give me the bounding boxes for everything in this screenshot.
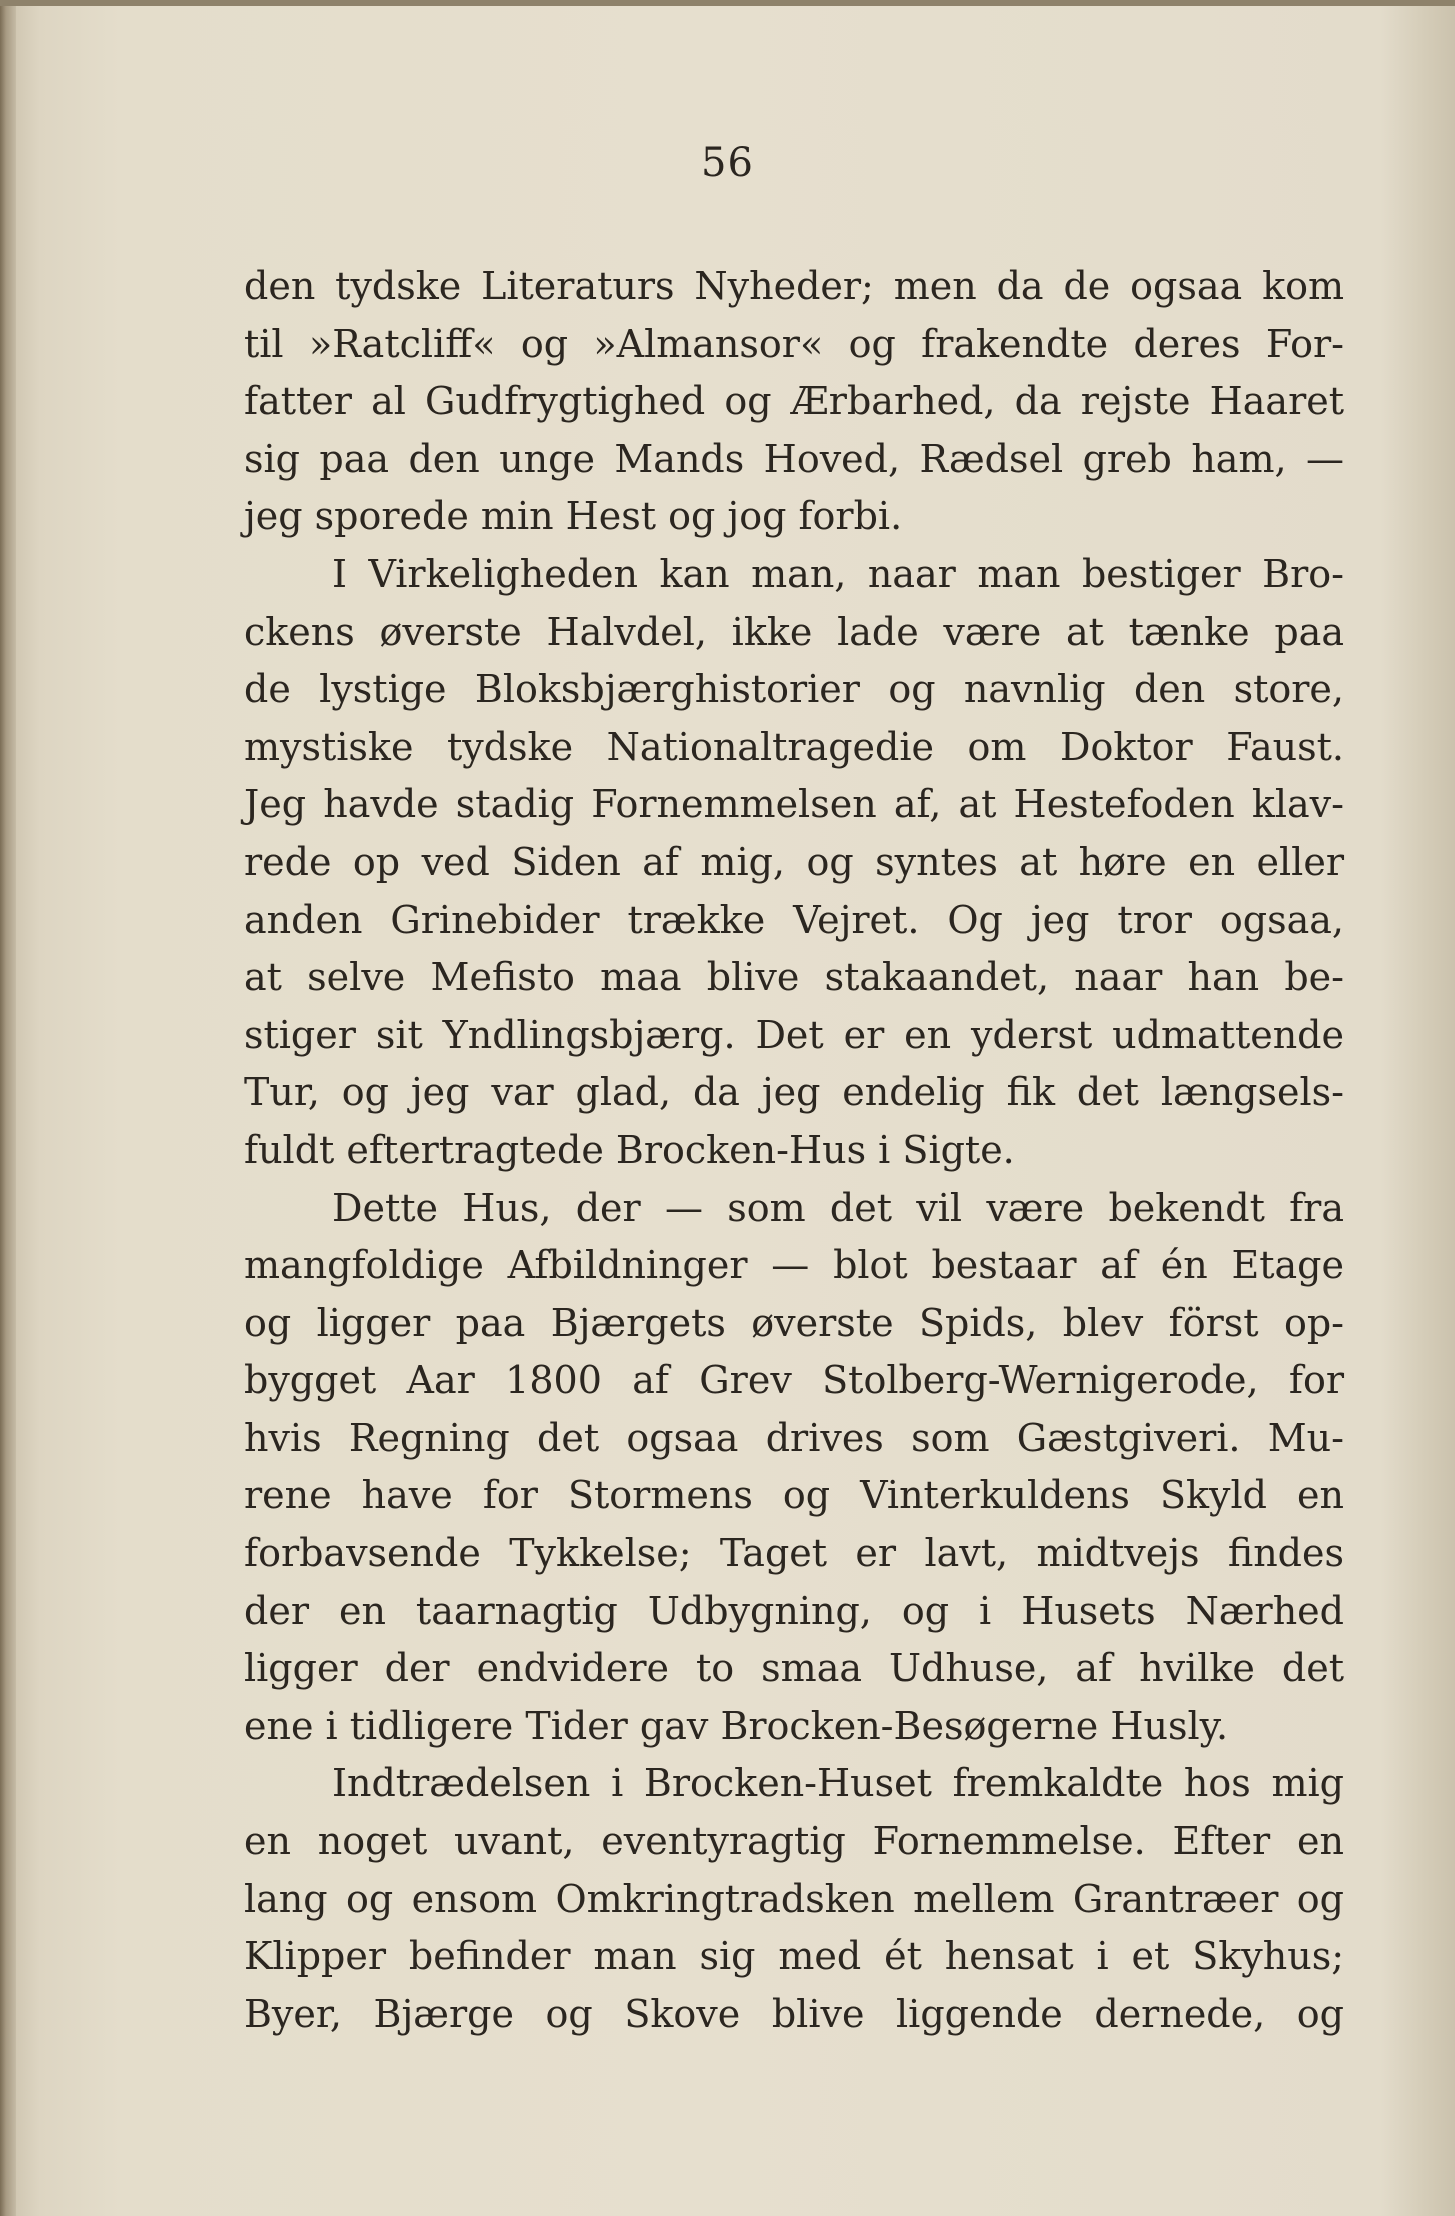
- text-line: Dette Hus, der — som det vil være bekendt fra: [332, 1185, 1344, 1230]
- text-line: anden Grinebider trække Vejret. Og jeg tror ogsaa,: [244, 897, 1344, 942]
- text-line: der en taarnagtig Udbygning, og i Husets Nærhed: [244, 1588, 1344, 1633]
- text-line: Klipper befinder man sig med ét hensat i et Skyhus;: [244, 1934, 1344, 1979]
- text-line: ligger der endvidere to smaa Udhuse, af hvilke det: [244, 1646, 1344, 1691]
- text-line: mystiske tydske Nationaltragedie om Doktor Faust.: [244, 724, 1344, 769]
- text-line: en noget uvant, eventyragtig Fornemmelse. Efter en: [244, 1819, 1344, 1864]
- text-line: ene i tidligere Tider gav Brocken-Besøgerne Husly.: [244, 1703, 1229, 1748]
- text-line: at selve Mefisto maa blive stakaandet, naar han be-: [244, 955, 1344, 1000]
- text-line: mangfoldige Afbildninger — blot bestaar af én Etage: [244, 1243, 1344, 1288]
- page-number: 56: [701, 140, 754, 186]
- text-line: Indtrædelsen i Brocken-Huset fremkaldte hos mig: [332, 1761, 1344, 1806]
- binding-edge: [0, 0, 16, 2216]
- text-line: rene have for Stormens og Vinterkuldens Skyld en: [244, 1473, 1344, 1518]
- text-line: forbavsende Tykkelse; Taget er lavt, midtvejs findes: [244, 1531, 1344, 1576]
- text-line: I Virkeligheden kan man, naar man bestiger Bro-: [332, 551, 1344, 596]
- text-line: Byer, Bjærge og Skove blive liggende dernede, og: [244, 1991, 1344, 2036]
- text-line: stiger sit Yndlingsbjærg. Det er en yderst udmattende: [244, 1012, 1344, 1057]
- text-line: hvis Regning det ogsaa drives som Gæstgiveri. Mu-: [244, 1415, 1344, 1460]
- text-line: lang og ensom Omkringtradsken mellem Grantræer og: [244, 1876, 1344, 1921]
- page-top-edge: [0, 0, 1455, 6]
- text-line: bygget Aar 1800 af Grev Stolberg-Wernigerode, for: [244, 1358, 1344, 1403]
- text-line: jeg sporede min Hest og jog forbi.: [244, 494, 903, 539]
- text-line: de lystige Bloksbjærghistorier og navnlig den store,: [244, 667, 1344, 712]
- text-line: Tur, og jeg var glad, da jeg endelig fik det længsels-: [244, 1070, 1344, 1115]
- text-line: til »Ratcliff« og »Almansor« og frakendte deres For-: [244, 321, 1344, 366]
- text-line: fatter al Gudfrygtighed og Ærbarhed, da rejste Haaret: [244, 379, 1344, 424]
- text-line: fuldt eftertragtede Brocken-Hus i Sigte.: [244, 1127, 1015, 1172]
- body-text: [244, 258, 1344, 2043]
- text-line: og ligger paa Bjærgets øverste Spids, blev först op-: [244, 1300, 1344, 1345]
- text-line: Jeg havde stadig Fornemmelsen af, at Hestefoden klav-: [244, 782, 1344, 827]
- text-line: den tydske Literaturs Nyheder; men da de ogsaa kom: [244, 264, 1344, 308]
- text-line: ckens øverste Halvdel, ikke lade være at tænke paa: [244, 609, 1344, 654]
- text-line: rede op ved Siden af mig, og syntes at høre en eller: [244, 839, 1344, 884]
- text-line: sig paa den unge Mands Hoved, Rædsel greb ham, —: [244, 436, 1344, 481]
